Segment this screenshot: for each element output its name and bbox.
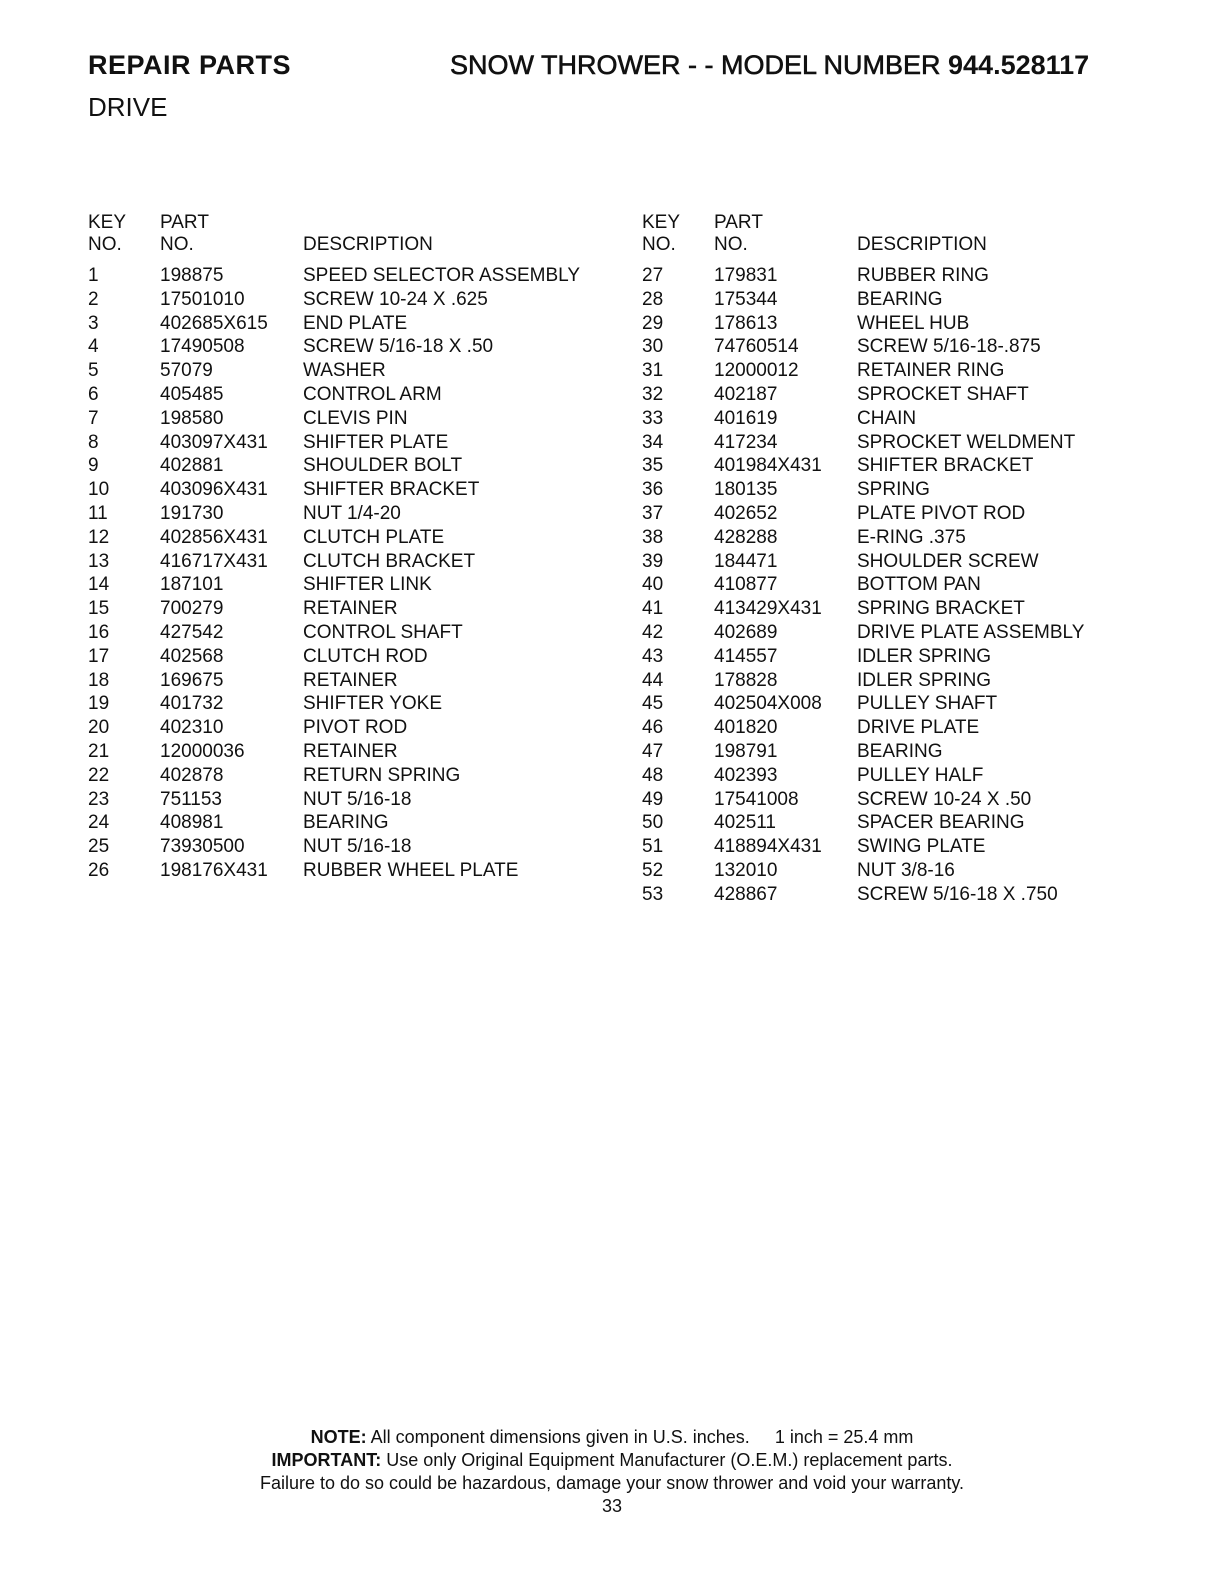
table-row <box>88 669 608 693</box>
part-number: 401820 <box>714 717 778 739</box>
table-row <box>88 550 608 574</box>
part-description: SPROCKET SHAFT <box>857 383 1029 405</box>
key-number: 24 <box>88 812 110 834</box>
table-row <box>642 692 1142 716</box>
important-line <box>0 1449 1224 1472</box>
part-number: 402511 <box>714 812 776 834</box>
part-description: SCREW 10-24 X .625 <box>303 288 488 310</box>
part-number: 402310 <box>160 717 224 739</box>
table-row <box>642 312 1142 336</box>
key-number: 17 <box>88 645 110 667</box>
part-description: CLUTCH PLATE <box>303 526 445 548</box>
part-number: 402878 <box>160 764 224 786</box>
key-number: 40 <box>642 574 664 596</box>
part-number: 401732 <box>160 693 224 715</box>
table-row <box>88 645 608 669</box>
key-number: 11 <box>88 502 108 524</box>
table-row <box>88 788 608 812</box>
part-number: 187101 <box>160 574 224 596</box>
header-part-line1: PART <box>160 212 209 233</box>
part-number: 12000012 <box>714 360 799 382</box>
table-row <box>642 478 1142 502</box>
part-description: SWING PLATE <box>857 836 986 858</box>
model-title <box>450 50 1089 81</box>
table-row <box>88 312 608 336</box>
key-number: 9 <box>88 455 99 477</box>
key-number: 6 <box>88 383 99 405</box>
part-number: 408981 <box>160 812 224 834</box>
key-number: 22 <box>88 764 110 786</box>
part-description: SPRING <box>857 479 930 501</box>
part-number: 402689 <box>714 621 778 643</box>
table-row <box>642 597 1142 621</box>
section-title: DRIVE <box>88 92 168 122</box>
part-description: BEARING <box>303 812 389 834</box>
part-description: NUT 1/4-20 <box>303 502 401 524</box>
part-number: 751153 <box>160 788 222 810</box>
table-row <box>88 288 608 312</box>
part-description: NUT 5/16-18 <box>303 836 412 858</box>
table-row <box>88 597 608 621</box>
key-number: 23 <box>88 788 110 810</box>
part-description: RETAINER <box>303 598 398 620</box>
part-number: 175344 <box>714 288 778 310</box>
table-header <box>88 210 608 264</box>
key-number: 35 <box>642 455 664 477</box>
key-number: 30 <box>642 336 664 358</box>
part-description: CONTROL SHAFT <box>303 621 463 643</box>
key-number: 53 <box>642 883 664 905</box>
table-row <box>642 764 1142 788</box>
part-description: CLUTCH BRACKET <box>303 550 476 572</box>
table-row <box>88 811 608 835</box>
header-part-line2: NO. <box>160 234 194 255</box>
header-key-line1: KEY <box>642 212 681 233</box>
part-description: SHIFTER PLATE <box>303 431 449 453</box>
part-number: 410877 <box>714 574 778 596</box>
key-number: 2 <box>88 288 99 310</box>
part-description: RETAINER RING <box>857 360 1005 382</box>
table-row <box>88 740 608 764</box>
part-number: 198176X431 <box>160 859 268 881</box>
part-description: SHOULDER BOLT <box>303 455 463 477</box>
key-number: 49 <box>642 788 664 810</box>
part-description: RUBBER WHEEL PLATE <box>303 859 519 881</box>
part-number: 198875 <box>160 265 224 286</box>
key-number: 46 <box>642 717 664 739</box>
table-row <box>642 335 1142 359</box>
part-number: 428867 <box>714 883 778 905</box>
part-description: CONTROL ARM <box>303 383 442 405</box>
table-row <box>642 526 1142 550</box>
table-row <box>88 835 608 859</box>
key-number: 45 <box>642 693 664 715</box>
part-number: 402393 <box>714 764 778 786</box>
table-body <box>88 264 608 883</box>
header-key-line2: NO. <box>642 234 676 255</box>
key-number: 1 <box>88 265 99 286</box>
part-number: 401984X431 <box>714 455 822 477</box>
part-number: 428288 <box>714 526 778 548</box>
table-row <box>642 788 1142 812</box>
part-description: RETAINER <box>303 740 398 762</box>
table-header <box>642 210 1142 264</box>
key-number: 48 <box>642 764 664 786</box>
key-number: 18 <box>88 669 110 691</box>
key-number: 26 <box>88 859 110 881</box>
part-number: 198580 <box>160 407 224 429</box>
part-number: 416717X431 <box>160 550 268 572</box>
part-description: SPACER BEARING <box>857 812 1025 834</box>
table-row <box>642 407 1142 431</box>
model-title-prefix: SNOW THROWER - - MODEL NUMBER <box>450 50 941 80</box>
key-number: 34 <box>642 431 664 453</box>
page-footer <box>0 1426 1224 1518</box>
key-number: 25 <box>88 836 110 858</box>
part-number: 402856X431 <box>160 526 268 548</box>
key-number: 3 <box>88 312 99 334</box>
key-number: 50 <box>642 812 664 834</box>
part-number: 191730 <box>160 502 224 524</box>
table-row <box>642 502 1142 526</box>
key-number: 37 <box>642 502 664 524</box>
table-row <box>88 573 608 597</box>
key-number: 8 <box>88 431 99 453</box>
part-number: 132010 <box>714 859 778 881</box>
part-description: PULLEY SHAFT <box>857 693 998 715</box>
header-key-line1: KEY <box>88 212 127 233</box>
parts-table-left <box>88 210 608 883</box>
header-description: DESCRIPTION <box>857 234 987 255</box>
part-number: 414557 <box>714 645 778 667</box>
key-number: 51 <box>642 836 664 858</box>
part-number: 17501010 <box>160 288 245 310</box>
table-row <box>642 264 1142 288</box>
key-number: 44 <box>642 669 664 691</box>
important-label: IMPORTANT: <box>271 1450 382 1470</box>
part-description: CLEVIS PIN <box>303 407 408 429</box>
part-number: 169675 <box>160 669 224 691</box>
table-body <box>642 264 1142 907</box>
page-title: REPAIR PARTS <box>88 50 292 80</box>
header-key-line2: NO. <box>88 234 122 255</box>
part-description: IDLER SPRING <box>857 669 992 691</box>
key-number: 27 <box>642 265 664 286</box>
part-description: NUT 3/8-16 <box>857 859 955 881</box>
conversion-text: 1 inch = 25.4 mm <box>774 1427 914 1447</box>
part-number: 413429X431 <box>714 598 822 620</box>
part-description: IDLER SPRING <box>857 645 992 667</box>
part-description: SHOULDER SCREW <box>857 550 1039 572</box>
key-number: 39 <box>642 550 664 572</box>
key-number: 21 <box>88 740 110 762</box>
part-description: SHIFTER BRACKET <box>303 479 480 501</box>
key-number: 4 <box>88 336 99 358</box>
part-description: BEARING <box>857 740 943 762</box>
part-description: SPRING BRACKET <box>857 598 1025 620</box>
part-number: 17490508 <box>160 336 245 358</box>
table-row <box>88 454 608 478</box>
note-label: NOTE: <box>310 1427 367 1447</box>
part-number: 198791 <box>714 740 778 762</box>
part-description: RETURN SPRING <box>303 764 461 786</box>
part-description: BOTTOM PAN <box>857 574 981 596</box>
part-number: 178828 <box>714 669 778 691</box>
header-part-line1: PART <box>714 212 763 233</box>
table-row <box>88 383 608 407</box>
table-row <box>88 692 608 716</box>
table-row <box>88 764 608 788</box>
note-text: All component dimensions given in U.S. inches. <box>370 1427 750 1447</box>
table-row <box>88 716 608 740</box>
part-description: SHIFTER YOKE <box>303 693 443 715</box>
part-number: 403097X431 <box>160 431 268 453</box>
table-row <box>88 335 608 359</box>
table-row <box>642 454 1142 478</box>
part-number: 180135 <box>714 479 778 501</box>
part-description: NUT 5/16-18 <box>303 788 412 810</box>
key-number: 43 <box>642 645 664 667</box>
part-number: 427542 <box>160 621 224 643</box>
part-description: SCREW 5/16-18 X .750 <box>857 883 1058 905</box>
table-row <box>88 264 608 288</box>
table-row <box>642 740 1142 764</box>
part-number: 73930500 <box>160 836 245 858</box>
header-part-line2: NO. <box>714 234 748 255</box>
part-number: 402504X008 <box>714 693 822 715</box>
part-description: CHAIN <box>857 407 917 429</box>
key-number: 7 <box>88 407 99 429</box>
part-description: SHIFTER BRACKET <box>857 455 1034 477</box>
table-row <box>88 407 608 431</box>
part-description: DRIVE PLATE <box>857 717 980 739</box>
key-number: 33 <box>642 407 664 429</box>
key-number: 15 <box>88 598 110 620</box>
part-description: BEARING <box>857 288 943 310</box>
part-description: SPROCKET WELDMENT <box>857 431 1076 453</box>
part-description: WHEEL HUB <box>857 312 970 334</box>
table-row <box>642 288 1142 312</box>
table-row <box>88 431 608 455</box>
table-row <box>642 383 1142 407</box>
part-number: 405485 <box>160 383 224 405</box>
key-number: 5 <box>88 360 99 382</box>
part-number: 179831 <box>714 265 778 286</box>
part-number: 74760514 <box>714 336 799 358</box>
part-description: SCREW 5/16-18-.875 <box>857 336 1041 358</box>
key-number: 16 <box>88 621 110 643</box>
model-number: 944.528117 <box>948 50 1090 80</box>
part-description: WASHER <box>303 360 386 382</box>
table-row <box>642 621 1142 645</box>
table-row <box>88 478 608 502</box>
table-row <box>88 502 608 526</box>
table-row <box>642 716 1142 740</box>
part-description: SPEED SELECTOR ASSEMBLY <box>303 265 581 286</box>
key-number: 29 <box>642 312 664 334</box>
part-number: 12000036 <box>160 740 245 762</box>
key-number: 28 <box>642 288 664 310</box>
key-number: 19 <box>88 693 110 715</box>
key-number: 38 <box>642 526 664 548</box>
table-row <box>642 811 1142 835</box>
key-number: 31 <box>642 360 664 382</box>
key-number: 47 <box>642 740 664 762</box>
part-description: END PLATE <box>303 312 408 334</box>
table-row <box>88 526 608 550</box>
part-number: 57079 <box>160 360 213 382</box>
part-number: 184471 <box>714 550 778 572</box>
table-row <box>88 621 608 645</box>
parts-table-right <box>642 210 1142 907</box>
header-description: DESCRIPTION <box>303 234 433 255</box>
important-text: Use only Original Equipment Manufacturer (O.E.M.) replacement parts. <box>386 1450 953 1470</box>
table-row <box>642 359 1142 383</box>
table-row <box>642 645 1142 669</box>
part-description: DRIVE PLATE ASSEMBLY <box>857 621 1085 643</box>
key-number: 14 <box>88 574 110 596</box>
table-row <box>642 669 1142 693</box>
part-number: 402881 <box>160 455 224 477</box>
part-description: E-RING .375 <box>857 526 966 548</box>
key-number: 41 <box>642 598 664 620</box>
key-number: 52 <box>642 859 664 881</box>
part-number: 178613 <box>714 312 778 334</box>
warning-text: Failure to do so could be hazardous, damage your snow thrower and void your warranty. <box>259 1473 965 1493</box>
key-number: 32 <box>642 383 664 405</box>
part-number: 402568 <box>160 645 224 667</box>
table-row <box>88 859 608 883</box>
key-number: 42 <box>642 621 664 643</box>
part-number: 401619 <box>714 407 778 429</box>
part-number: 17541008 <box>714 788 799 810</box>
part-description: PULLEY HALF <box>857 764 984 786</box>
table-row <box>642 550 1142 574</box>
table-row <box>642 883 1142 907</box>
part-description: RUBBER RING <box>857 265 989 286</box>
key-number: 36 <box>642 479 664 501</box>
part-description: SCREW 5/16-18 X .50 <box>303 336 494 358</box>
part-description: RETAINER <box>303 669 398 691</box>
table-row <box>642 573 1142 597</box>
part-number: 700279 <box>160 598 224 620</box>
part-description: PLATE PIVOT ROD <box>857 502 1026 524</box>
part-number: 402187 <box>714 383 778 405</box>
part-number: 402652 <box>714 502 778 524</box>
table-row <box>88 359 608 383</box>
part-description: SCREW 10-24 X .50 <box>857 788 1032 810</box>
part-description: SHIFTER LINK <box>303 574 432 596</box>
key-number: 12 <box>88 526 110 548</box>
part-number: 418894X431 <box>714 836 822 858</box>
part-description: CLUTCH ROD <box>303 645 428 667</box>
note-line <box>0 1426 1224 1449</box>
part-number: 402685X615 <box>160 312 268 334</box>
key-number: 20 <box>88 717 110 739</box>
table-row <box>642 859 1142 883</box>
table-row <box>642 835 1142 859</box>
key-number: 10 <box>88 479 110 501</box>
table-row <box>642 431 1142 455</box>
part-description: PIVOT ROD <box>303 717 408 739</box>
page-number: 33 <box>601 1496 623 1516</box>
part-number: 403096X431 <box>160 479 268 501</box>
key-number: 13 <box>88 550 110 572</box>
part-number: 417234 <box>714 431 778 453</box>
